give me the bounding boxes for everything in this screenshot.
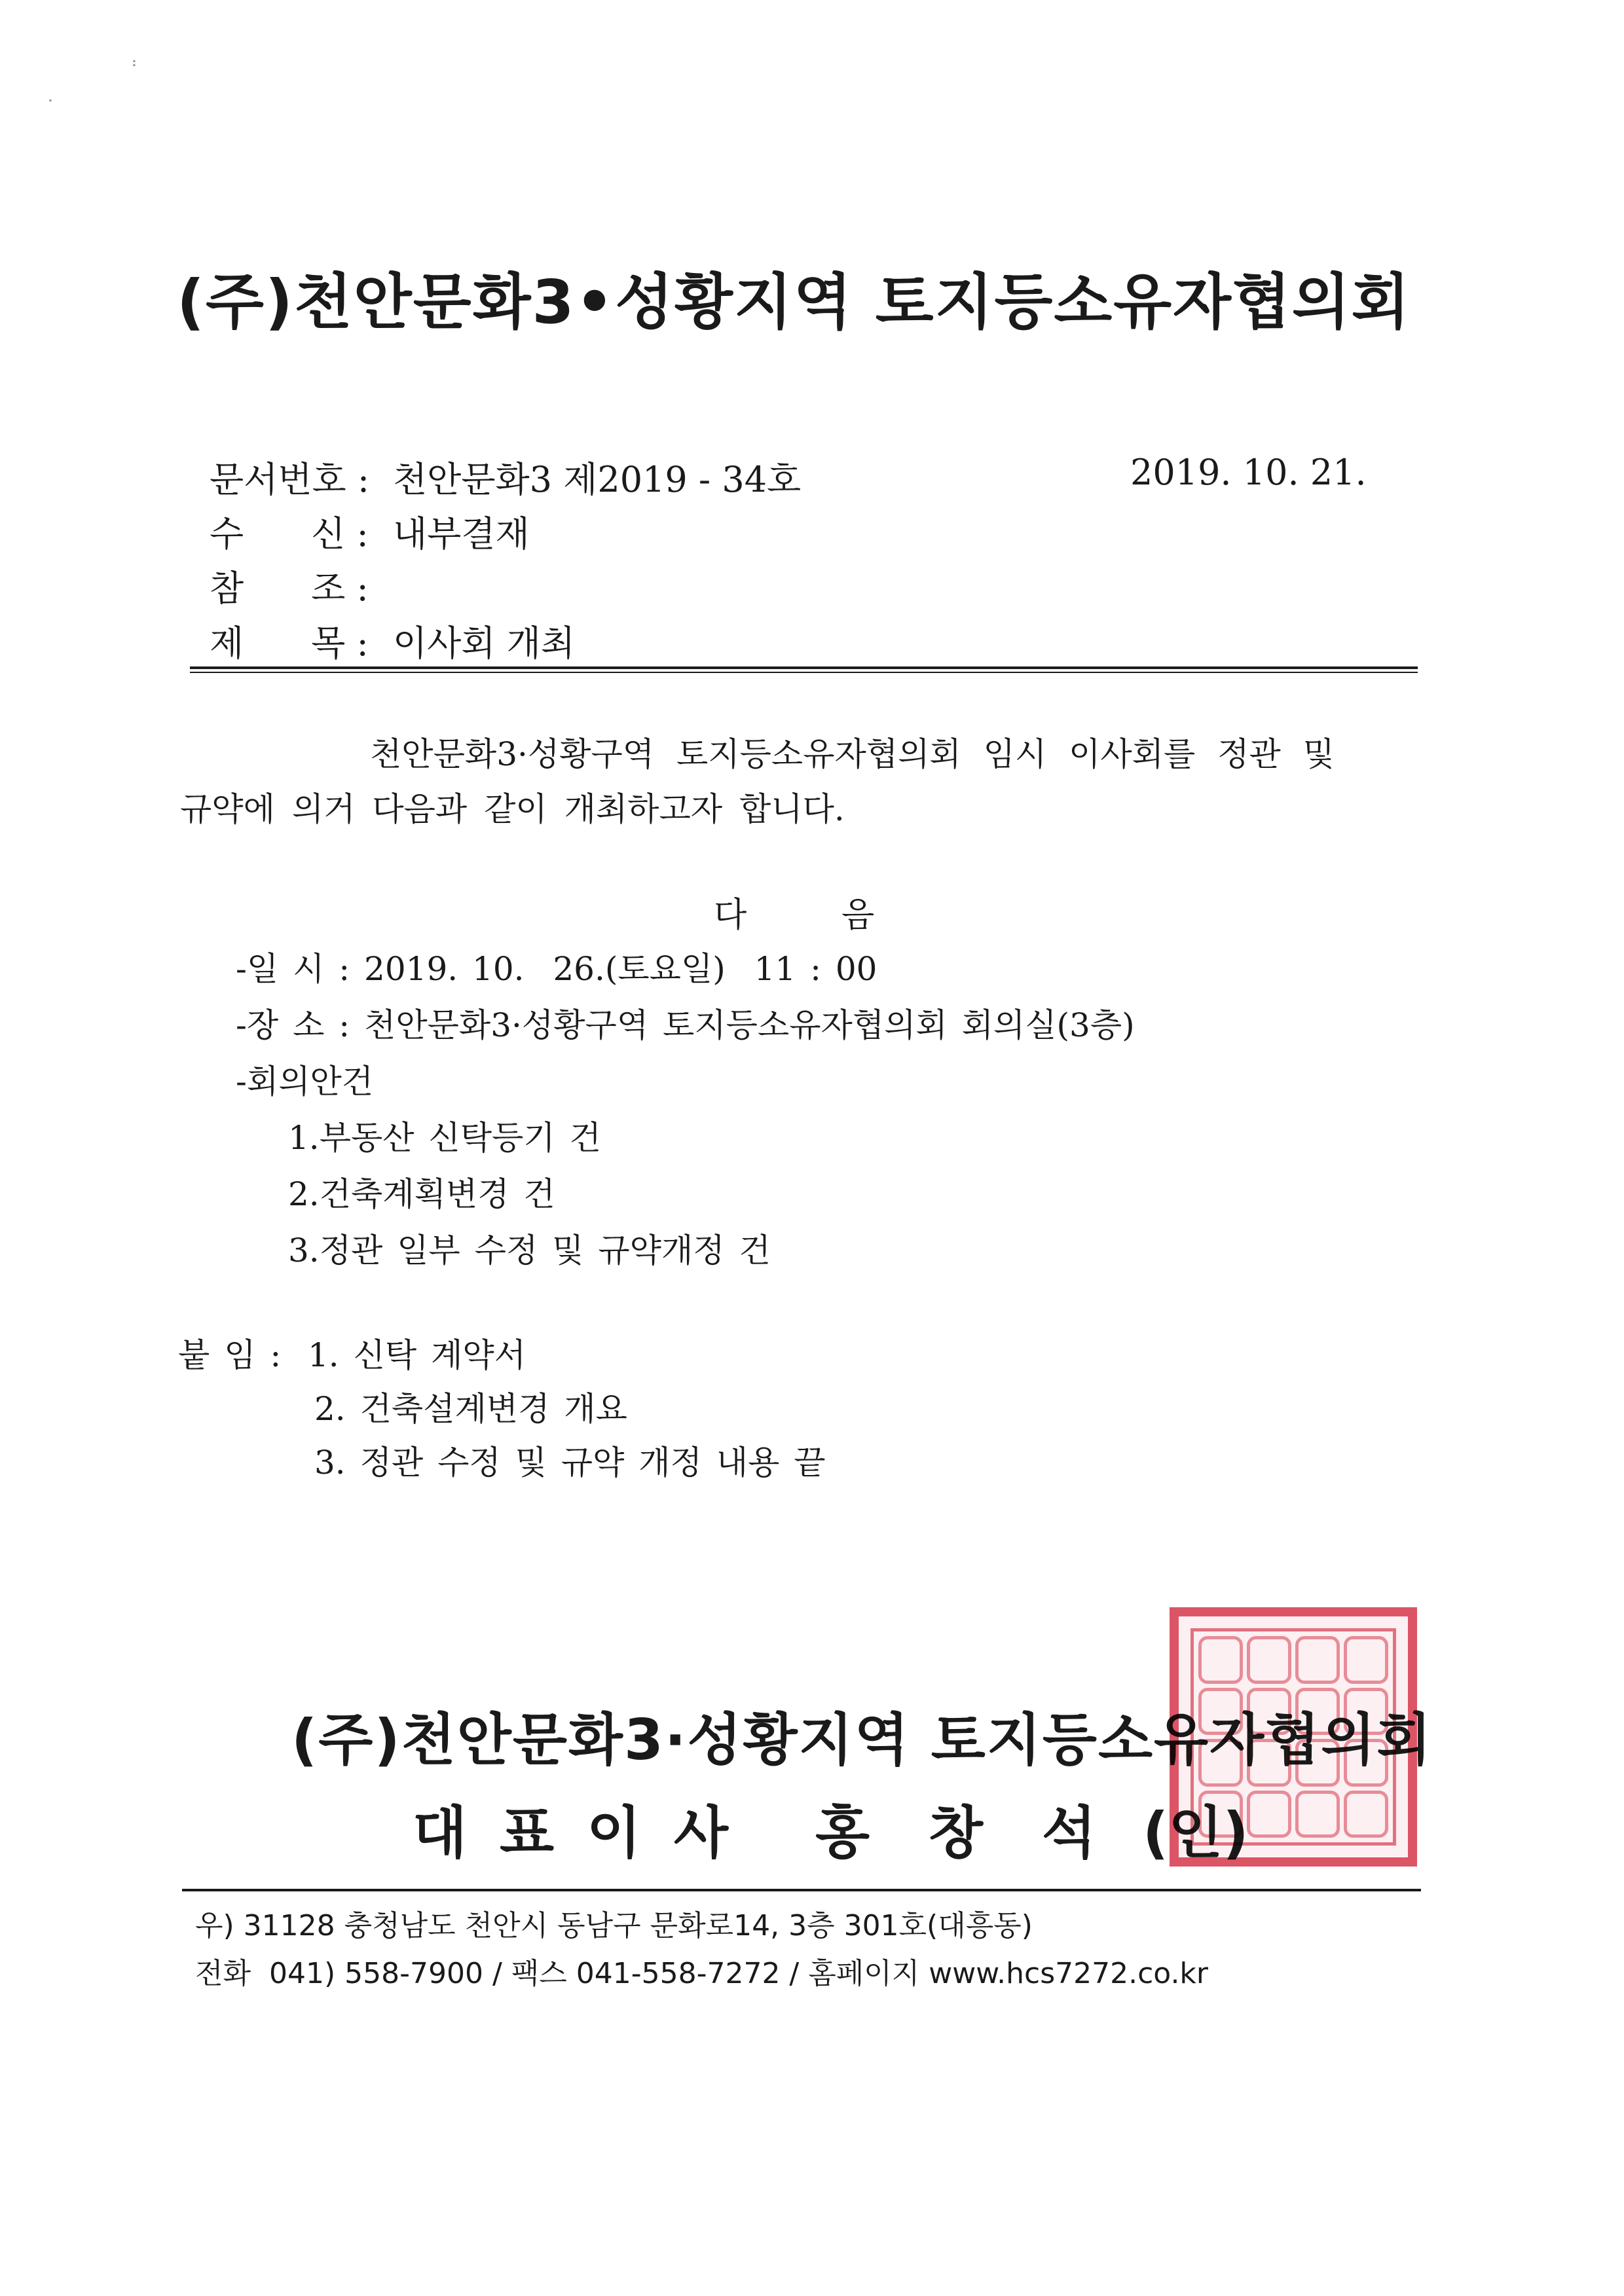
scan-speck: ⠃: [131, 59, 142, 75]
seal-glyph: [1295, 1739, 1340, 1787]
agenda-item-3: 3.정관 일부 수정 및 규약개정 건: [288, 1231, 771, 1269]
agenda-item-2: 2.건축계획변경 건: [288, 1175, 555, 1213]
attachment-item-1: 1. 신탁 계약서: [308, 1336, 526, 1374]
attachment-item-3: 3. 정관 수정 및 규약 개정 내용 끝: [314, 1444, 826, 1482]
subject-label: 제 목 :: [210, 623, 369, 664]
footer-contact: 전화 041) 558-7900 / 팩스 041-558-7272 / 홈페이지 www.hcs7272.co.kr: [195, 1957, 1209, 1990]
doc-number-value: 천안문화3 제2019 - 34호: [393, 459, 802, 500]
seal-glyph: [1198, 1739, 1243, 1787]
document-date: 2019. 10. 21.: [1130, 452, 1367, 493]
doc-number-label: 문서번호 :: [210, 459, 370, 500]
seal-glyph: [1247, 1636, 1291, 1684]
footer-organization: (주)천안문화3·성황지역 토지등소유자협의회: [291, 1707, 1433, 1773]
header-divider: [190, 666, 1418, 669]
meeting-place: -장 소 : 천안문화3·성황구역 토지등소유자협의회 회의실(3층): [236, 1006, 1135, 1044]
seal-glyph: [1295, 1636, 1340, 1684]
seal-glyph: [1198, 1791, 1243, 1838]
seal-mark: (인): [1143, 1800, 1249, 1866]
ceo-name: 홍 창 석: [815, 1800, 1103, 1866]
seal-glyph: [1344, 1791, 1388, 1838]
seal-glyph: [1247, 1739, 1291, 1787]
agenda-title: -회의안건: [236, 1063, 374, 1101]
agenda-item-1: 1.부동산 신탁등기 건: [288, 1119, 601, 1157]
seal-glyph: [1295, 1791, 1340, 1838]
seal-character-grid: [1198, 1636, 1388, 1838]
reference-label: 참 조 :: [210, 568, 369, 609]
details-heading-b: 음: [841, 896, 875, 935]
body-line-1: 천안문화3·성황구역 토지등소유자협의회 임시 이사회를 정관 및: [370, 735, 1335, 773]
seal-glyph: [1198, 1688, 1243, 1736]
header-divider-thin: [190, 672, 1418, 673]
seal-glyph: [1344, 1636, 1388, 1684]
seal-glyph: [1295, 1688, 1340, 1736]
footer-address: 우) 31128 충청남도 천안시 동남구 문화로14, 3층 301호(대흥동): [195, 1909, 1033, 1942]
recipient-value: 내부결재: [393, 513, 530, 555]
seal-glyph: [1247, 1791, 1291, 1838]
body-line-2: 규약에 의거 다음과 같이 개최하고자 합니다.: [180, 790, 845, 828]
attachment-item-2: 2. 건축설계변경 개요: [314, 1390, 627, 1428]
footer-divider: [182, 1889, 1421, 1891]
organization-title: (주)천안문화3•성황지역 토지등소유자협의회: [177, 267, 1411, 337]
attachments-label: 붙 임 :: [178, 1336, 282, 1374]
ceo-title: 대 표 이 사: [413, 1800, 735, 1866]
official-seal-stamp: [1170, 1607, 1417, 1867]
scan-speck: ⠁: [47, 98, 58, 115]
seal-glyph: [1344, 1688, 1388, 1736]
meeting-datetime: -일 시 : 2019. 10. 26.(토요일) 11 : 00: [236, 950, 877, 988]
recipient-label: 수 신 :: [210, 513, 369, 555]
seal-glyph: [1198, 1636, 1243, 1684]
subject-value: 이사회 개최: [393, 623, 575, 664]
details-heading-a: 다: [714, 896, 747, 935]
seal-glyph: [1247, 1688, 1291, 1736]
seal-glyph: [1344, 1739, 1388, 1787]
